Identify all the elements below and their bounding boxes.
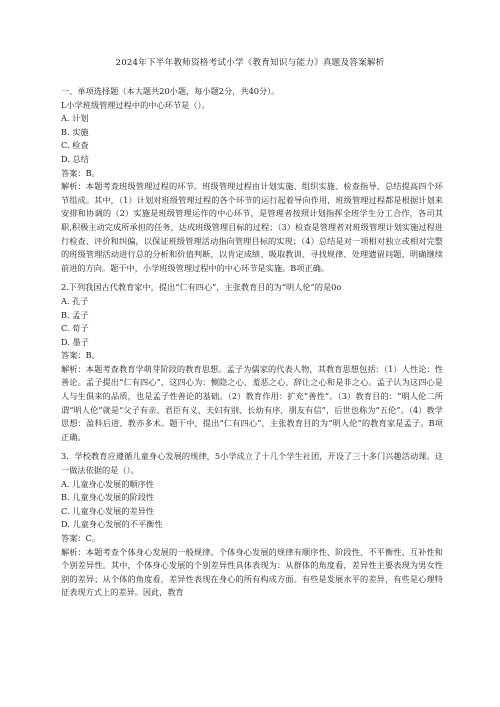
option-c: C. 荀子: [61, 323, 89, 334]
question-stem: L小学班级管理过程中的中心环节是（）。: [61, 99, 210, 110]
document-title: 2024年下半年教师资格考试小学《教育知识与能力》真题及答案解析: [115, 58, 385, 68]
option-b: B. 孟子: [61, 309, 89, 320]
answer: 答案：B。: [61, 167, 100, 178]
explanation: 解析：本题考查个体身心发展的一般规律。个体身心发展的规律有顺序性、阶段性、不平衡性、互补性和个别差异性。其中，个体身心发展的个别差异性具体表现为：从群体的角度看，差异性主要表现为男女性别的差异；从个体的角度看，差异性表现在身心的所有构成方面。有些是发展水平的差异，有些是心理特征表现方式上的差异。因此，教育: [61, 546, 443, 598]
option-d: D. 儿童身心发展的不平衡性: [61, 519, 163, 530]
question-stem: 2.下列我国古代教育家中，提出“仁有四心”，主张教育目的为“明人伦”的是0o: [61, 282, 342, 293]
question-2: [61, 281, 443, 444]
question-3: [61, 450, 443, 600]
option-c: C. 检查: [61, 140, 89, 151]
option-c: C. 儿童身心发展的差异性: [61, 505, 155, 516]
answer: 答案：C。: [61, 533, 101, 543]
section-heading: 一、单项选择题（本大题共20小题，每小题2分，共40分）。: [61, 86, 280, 96]
question-1: [61, 99, 443, 276]
explanation: 解析：本题考查班级管理过程的环节。班级管理过程由计划实施、组织实施、检查指导、总结提高四个环节组成。其中，（1）计划对班级管理过程的各个环节的运行起着导向作用，班级管理过程都是根据计划来安排和协调的（2）实施是班级管理运作的中心环节，是管理者按照计划指挥全班学生分工合作，各司其职,积极主动完成所承担的任务，达成班级管理目标的过程；（3）检查是管理者对班级管理计划实施过程进行检查、评价和纠偏，以保证班级管理活动指向管理目标的实现；（4）总结是对一项相对独立或相对完整的班级管理活动进行总的分析和价值判断，以肯定成绩、吸取教训、寻找规律、处理遗留问题，明确继续前进的方向。题干中，小学班级管理过程中的中心环节是实施。B项正确。: [61, 181, 443, 273]
question-stem: 3．学校教育应遵循儿童身心发展的规律，5小学成立了十几个学生社团，开设了三十多门兴趣活动课。这一做法依据的是（）。: [61, 451, 443, 476]
document-body: [61, 85, 443, 600]
explanation: 解析：本题考查教育学萌芽阶段的教育思想。孟子为儒家的代表人物，其教育思想包括：（1）人性论：性善论。孟子提出“仁有四心”，这四心为：恻隐之心、羞恶之心、辞让之心和是非之心。孟子认为这四心是人与生俱来的品质，也是孟子性善论的基础。（2）教育作用：扩充“善性”。（3）教育目的：“明人伦二所谓“明人伦”就是“父子有亲、君臣有义、夫妇有别、长幼有序，朋友有信”，后世也称为“五伦”。（4）教学思想：盈科后进、教亦多术。题干中，提出“仁有四心”，主张教育目的为“明人伦”的教育家是孟子。B项正确。: [61, 363, 443, 442]
option-a: A. 孔子: [61, 295, 89, 306]
answer: 答案：B。: [61, 350, 100, 361]
option-d: D. 总结: [61, 153, 89, 164]
option-b: B. 实施: [61, 126, 89, 137]
option-a: A. 儿童身心发展的顺序性: [61, 478, 154, 489]
option-b: B. 儿童身心发展的阶段性: [61, 492, 155, 503]
option-a: A. 计划: [61, 113, 89, 124]
option-d: D. 墨子: [61, 336, 89, 347]
